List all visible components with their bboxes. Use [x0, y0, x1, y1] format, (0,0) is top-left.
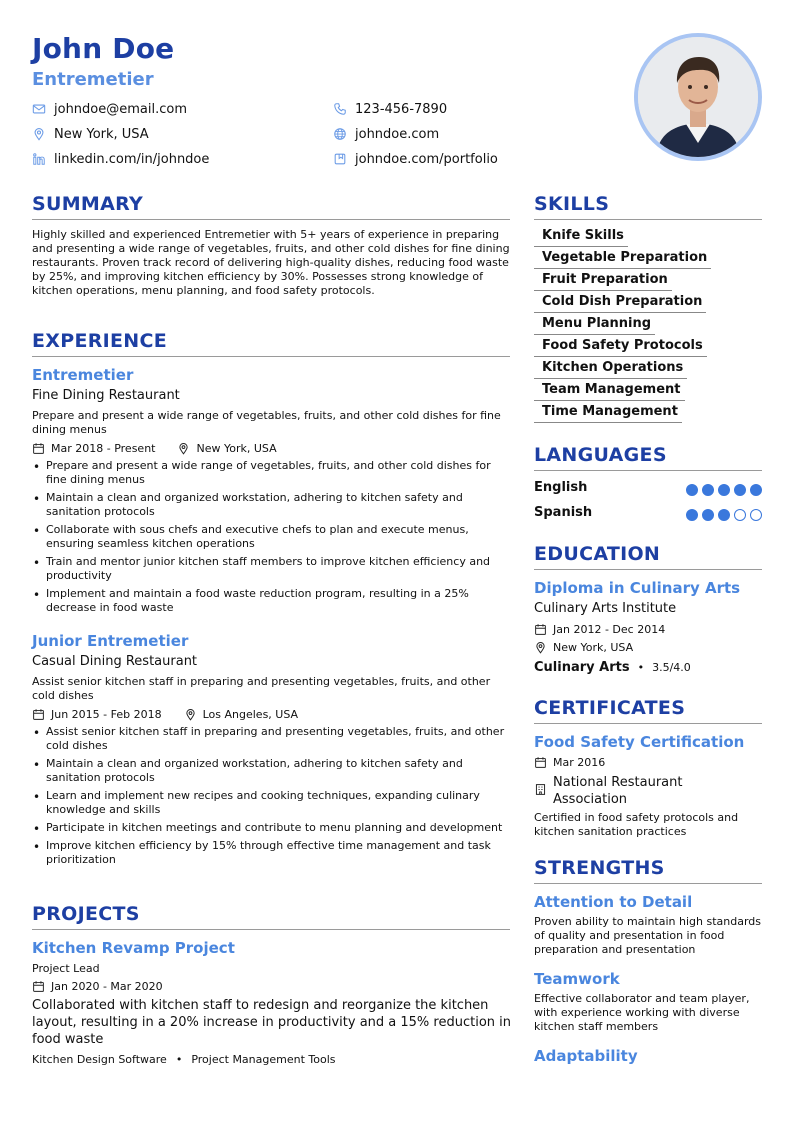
experience-heading: EXPERIENCE — [32, 330, 168, 352]
skill-tag: Knife Skills — [534, 226, 628, 247]
job-title: Entremetier — [32, 366, 134, 384]
rating-dot-filled — [718, 484, 730, 496]
skill-tag: Cold Dish Preparation — [534, 292, 706, 313]
list-item: • Prepare and present a wide range of vegetables, fruits, and other cold dishes for fine dining menus — [32, 459, 510, 487]
profile-photo — [634, 33, 762, 161]
job-bullets — [32, 459, 510, 619]
summary-heading: SUMMARY — [32, 193, 144, 215]
languages-heading: LANGUAGES — [534, 444, 667, 466]
contact-linkedin[interactable] — [32, 150, 209, 168]
contact-location-text: New York, USA — [54, 126, 149, 142]
job-meta — [32, 707, 298, 721]
job-bullets — [32, 725, 510, 871]
languages-divider — [534, 470, 762, 471]
education-location: New York, USA — [553, 640, 634, 654]
list-item: • Participate in kitchen meetings and contribute to menu planning and development — [32, 821, 510, 835]
contact-website[interactable] — [333, 125, 439, 143]
calendar-icon — [32, 980, 45, 993]
location-icon — [534, 641, 547, 654]
certificate-issuer-row — [534, 774, 723, 808]
location-icon — [32, 127, 46, 141]
education-dates: Jan 2012 - Dec 2014 — [553, 622, 666, 636]
rating-dot-filled — [750, 484, 762, 496]
globe-icon — [333, 127, 347, 141]
experience-divider — [32, 356, 510, 357]
job-dates: Jun 2015 - Feb 2018 — [51, 707, 162, 721]
project-tool: Project Management Tools — [191, 1052, 336, 1066]
education-heading: EDUCATION — [534, 543, 661, 565]
project-tool: Kitchen Design Software — [32, 1052, 167, 1066]
job-description: Assist senior kitchen staff in preparing and presenting vegetables, fruits, and other cold dishes — [32, 675, 491, 702]
list-item: • Improve kitchen efficiency by 15% through effective time management and task prioritization — [32, 839, 510, 867]
strength-title: Teamwork — [534, 970, 620, 988]
candidate-name: John Doe — [32, 32, 175, 65]
portfolio-icon — [333, 152, 347, 166]
job-title: Junior Entremetier — [32, 632, 189, 650]
certificate-date: Mar 2016 — [553, 755, 606, 769]
contact-location — [32, 125, 149, 143]
project-role: Project Lead — [32, 962, 100, 975]
education-field-row — [534, 658, 691, 676]
phone-icon — [333, 102, 347, 116]
strength-description: Proven ability to maintain high standards of quality and presentation in food preparation and presentation — [534, 915, 762, 956]
strength-title: Attention to Detail — [534, 893, 693, 911]
strength-description: Effective collaborator and team player, with experience working with diverse kitchen staff members — [534, 992, 750, 1033]
language-rating — [686, 509, 766, 521]
list-item: • Collaborate with sous chefs and executive chefs to plan and execute menus, ensuring seamless kitchen operations — [32, 523, 510, 551]
rating-dot-filled — [702, 484, 714, 496]
list-item: • Implement and maintain a food waste reduction program, resulting in a 25% decrease in food waste — [32, 587, 510, 615]
location-icon — [184, 708, 197, 721]
certificate-issuer: National Restaurant Association — [553, 775, 683, 807]
tool-separator: • — [175, 1052, 183, 1066]
certificates-divider — [534, 723, 762, 724]
education-field: Culinary Arts — [534, 659, 630, 675]
list-item: • Train and mentor junior kitchen staff members to improve kitchen efficiency and productivity — [32, 555, 510, 583]
education-gpa: 3.5/4.0 — [652, 660, 691, 674]
project-tools — [32, 1052, 336, 1066]
school-name: Culinary Arts Institute — [534, 601, 677, 616]
education-location-row — [534, 640, 633, 654]
job-company: Fine Dining Restaurant — [32, 388, 180, 403]
strengths-heading: STRENGTHS — [534, 857, 665, 879]
contact-portfolio[interactable] — [333, 150, 498, 168]
rating-dot-filled — [718, 509, 730, 521]
education-dates-row — [534, 622, 665, 636]
contact-linkedin-text: linkedin.com/in/johndoe — [54, 151, 210, 167]
skill-tag: Vegetable Preparation — [534, 248, 711, 269]
contact-email[interactable] — [32, 100, 187, 118]
skills-heading: SKILLS — [534, 193, 610, 215]
rating-dot-empty — [734, 509, 746, 521]
education-separator: • — [637, 660, 645, 674]
certificate-description: Certified in food safety protocols and kitchen sanitation practices — [534, 811, 739, 838]
rating-dot-filled — [686, 484, 698, 496]
job-location: New York, USA — [196, 441, 277, 455]
contact-email-text: johndoe@email.com — [54, 101, 187, 117]
linkedin-icon — [32, 152, 46, 166]
email-icon — [32, 102, 46, 116]
contact-portfolio-text: johndoe.com/portfolio — [355, 151, 498, 167]
summary-divider — [32, 219, 510, 220]
list-item: • Assist senior kitchen staff in preparing and presenting vegetables, fruits, and other cold dishes — [32, 725, 510, 753]
rating-dot-filled — [734, 484, 746, 496]
skills-divider — [534, 219, 762, 220]
projects-divider — [32, 929, 510, 930]
contact-website-text: johndoe.com — [355, 126, 440, 142]
rating-dot-filled — [686, 509, 698, 521]
calendar-icon — [32, 708, 45, 721]
project-dates: Jan 2020 - Mar 2020 — [51, 979, 163, 993]
job-description: Prepare and present a wide range of vegetables, fruits, and other cold dishes for fine dining menus — [32, 409, 501, 436]
project-meta — [32, 979, 163, 993]
certificate-date-row — [534, 755, 605, 769]
strengths-divider — [534, 883, 762, 884]
list-item: • Maintain a clean and organized workstation, adhering to kitchen safety and sanitation protocols — [32, 757, 510, 785]
skill-tag: Kitchen Operations — [534, 358, 687, 379]
degree-title: Diploma in Culinary Arts — [534, 579, 741, 597]
rating-dot-empty — [750, 509, 762, 521]
calendar-icon — [534, 756, 547, 769]
certificates-heading: CERTIFICATES — [534, 697, 686, 719]
job-location: Los Angeles, USA — [202, 707, 299, 721]
contact-phone-text: 123-456-7890 — [355, 101, 448, 117]
candidate-title: Entremetier — [32, 69, 154, 90]
rating-dot-filled — [702, 509, 714, 521]
strength-title: Adaptability — [534, 1047, 638, 1065]
job-company: Casual Dining Restaurant — [32, 654, 198, 669]
project-description: Collaborated with kitchen staff to redesign and reorganize the kitchen layout, resulting in a 20% increase in productivity and a 15% reduction in food waste — [32, 998, 511, 1047]
language-rating — [686, 484, 766, 496]
list-item: • Maintain a clean and organized workstation, adhering to kitchen safety and sanitation protocols — [32, 491, 510, 519]
summary-text: Highly skilled and experienced Entremetier with 5+ years of experience in preparing and presenting a wide range of vegetables, fruits, and other cold dishes for fine dining restaurants. Proven track record of delivering high-quality dishes, reducing food waste by 25%, and improving kitchen efficiency by 30%. Possesses strong knowledge of kitchen operations, menu planning, and food safety protocols. — [32, 228, 510, 297]
project-title: Kitchen Revamp Project — [32, 939, 235, 957]
profile-photo-image — [638, 37, 758, 157]
job-dates: Mar 2018 - Present — [51, 441, 156, 455]
contact-phone[interactable] — [333, 100, 447, 118]
list-item: • Learn and implement new recipes and cooking techniques, expanding culinary knowledge and skills — [32, 789, 510, 817]
skill-tag: Fruit Preparation — [534, 270, 672, 291]
projects-heading: PROJECTS — [32, 903, 140, 925]
location-icon — [177, 442, 190, 455]
language-name: English — [534, 480, 588, 495]
job-meta — [32, 441, 277, 455]
skill-tag: Food Safety Protocols — [534, 336, 707, 357]
language-name: Spanish — [534, 505, 593, 520]
skill-tag: Time Management — [534, 402, 682, 423]
certificate-title: Food Safety Certification — [534, 733, 745, 751]
skill-tag: Team Management — [534, 380, 685, 401]
building-icon — [534, 783, 547, 796]
calendar-icon — [534, 623, 547, 636]
education-divider — [534, 569, 762, 570]
skill-tag: Menu Planning — [534, 314, 655, 335]
calendar-icon — [32, 442, 45, 455]
